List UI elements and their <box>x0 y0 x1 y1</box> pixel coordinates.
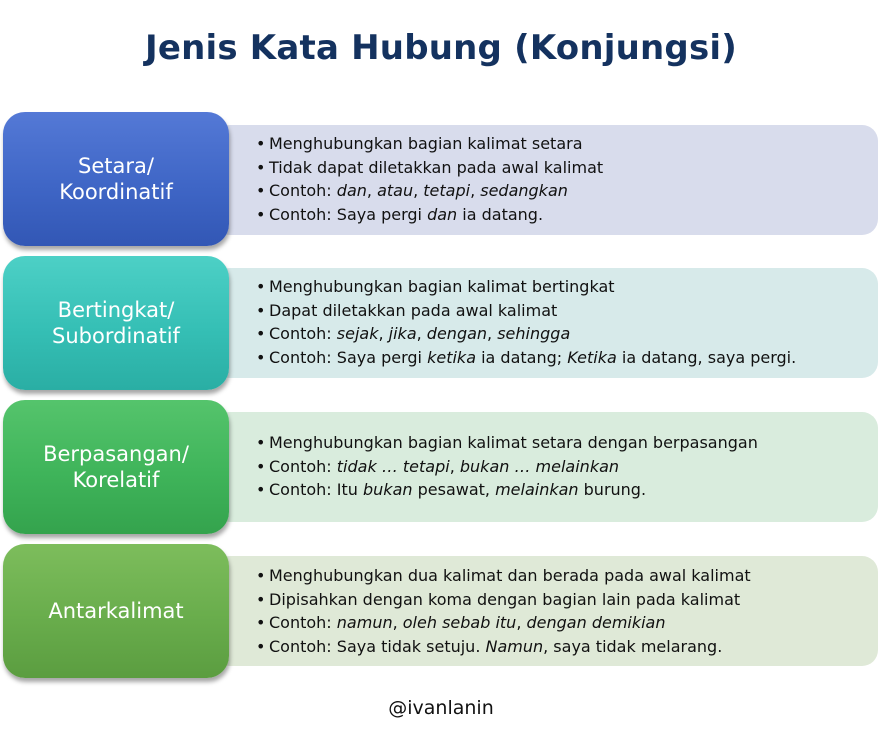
example-word: tidak … tetapi <box>336 456 450 476</box>
bullet-text: , <box>378 324 389 343</box>
bullet-text: pesawat, <box>412 480 496 499</box>
example-word: Ketika <box>567 347 617 367</box>
bullet-text: Dipisahkan dengan koma dengan bagian lain pada kalimat <box>269 589 741 609</box>
bullet-text: Menghubungkan bagian kalimat bertingkat <box>269 277 615 296</box>
bullet-item <box>256 132 603 156</box>
category-label: Berpasangan/ Korelatif <box>43 442 189 492</box>
bullet-text: Menghubungkan bagian kalimat setara <box>269 134 583 153</box>
example-word: bukan <box>363 480 413 499</box>
bullet-text: , saya tidak melarang. <box>543 636 723 656</box>
bullet-text: Contoh: Saya pergi <box>269 204 428 224</box>
bullet-text: , <box>516 613 527 632</box>
bullet-text: , <box>366 181 378 200</box>
bullet-text: Contoh: Saya pergi <box>269 347 428 367</box>
example-word: Namun <box>485 636 544 656</box>
bullet-text: Dapat diletakkan pada awal kalimat <box>269 300 558 320</box>
bullet-text: Contoh: <box>269 181 337 200</box>
example-word: dengan demikian <box>526 613 666 632</box>
bullet-list-koordinatif <box>256 132 603 226</box>
bullet-text: , <box>392 613 403 632</box>
category-label: Antarkalimat <box>48 599 184 623</box>
bullet-item <box>256 588 751 612</box>
bullet-text: burung. <box>578 480 647 499</box>
example-word: jika <box>388 324 417 343</box>
bullet-text: Menghubungkan dua kalimat dan berada pada awal kalimat <box>269 566 751 585</box>
bullet-text: Contoh: <box>269 456 337 476</box>
example-word: melainkan <box>495 480 579 499</box>
category-label: Bertingkat/ Subordinatif <box>52 298 180 348</box>
category-box-korelatif <box>3 400 229 534</box>
bullet-text: ia datang. <box>457 204 544 224</box>
example-word: bukan … melainkan <box>459 456 620 476</box>
bullet-text: Contoh: <box>269 324 337 343</box>
example-word: ketika <box>427 347 476 367</box>
page-title: Jenis Kata Hubung (Konjungsi) <box>144 28 738 68</box>
example-word: sejak <box>336 324 379 343</box>
bullet-item <box>256 455 758 479</box>
category-box-antarkalimat <box>3 544 229 678</box>
example-word: tetapi <box>423 181 471 200</box>
category-box-subordinatif <box>3 256 229 390</box>
bullet-item <box>256 478 758 502</box>
bullet-list-subordinatif <box>256 275 796 369</box>
bullet-text: Tidak dapat diletakkan pada awal kalimat <box>269 157 604 177</box>
bullet-text: , <box>416 324 427 343</box>
bullet-text: Contoh: <box>269 613 337 632</box>
bullet-item <box>256 156 603 180</box>
bullet-item <box>256 635 751 659</box>
bullet-text: , <box>470 181 481 200</box>
bullet-text: Contoh: Saya tidak setuju. <box>269 636 486 656</box>
example-word: oleh sebab itu <box>402 613 517 632</box>
bullet-text: Contoh: Itu <box>269 480 363 499</box>
example-word: atau <box>377 181 414 200</box>
bullet-item <box>256 299 796 323</box>
author-credit: @ivanlanin <box>388 697 494 719</box>
bullet-text: , <box>413 181 424 200</box>
example-word: dan <box>336 181 367 200</box>
bullet-item <box>256 275 796 299</box>
example-word: sedangkan <box>480 181 568 200</box>
bullet-text: , <box>487 324 498 343</box>
example-word: dengan <box>426 324 488 343</box>
bullet-item <box>256 179 603 203</box>
bullet-item <box>256 346 796 370</box>
bullet-item <box>256 564 751 588</box>
bullet-item <box>256 322 796 346</box>
bullet-item <box>256 611 751 635</box>
bullet-list-antarkalimat <box>256 564 751 658</box>
bullet-text: ia datang; <box>476 347 568 367</box>
bullet-text: ia datang, saya pergi. <box>616 347 797 367</box>
bullet-text: Menghubungkan bagian kalimat setara dengan berpasangan <box>269 433 758 452</box>
bullet-item <box>256 431 758 455</box>
example-word: sehingga <box>497 324 571 343</box>
example-word: dan <box>427 204 458 224</box>
bullet-text: , <box>449 456 460 476</box>
bullet-item <box>256 203 603 227</box>
category-label: Setara/ Koordinatif <box>59 154 173 204</box>
category-box-koordinatif <box>3 112 229 246</box>
bullet-list-korelatif <box>256 431 758 502</box>
example-word: namun <box>336 613 393 632</box>
